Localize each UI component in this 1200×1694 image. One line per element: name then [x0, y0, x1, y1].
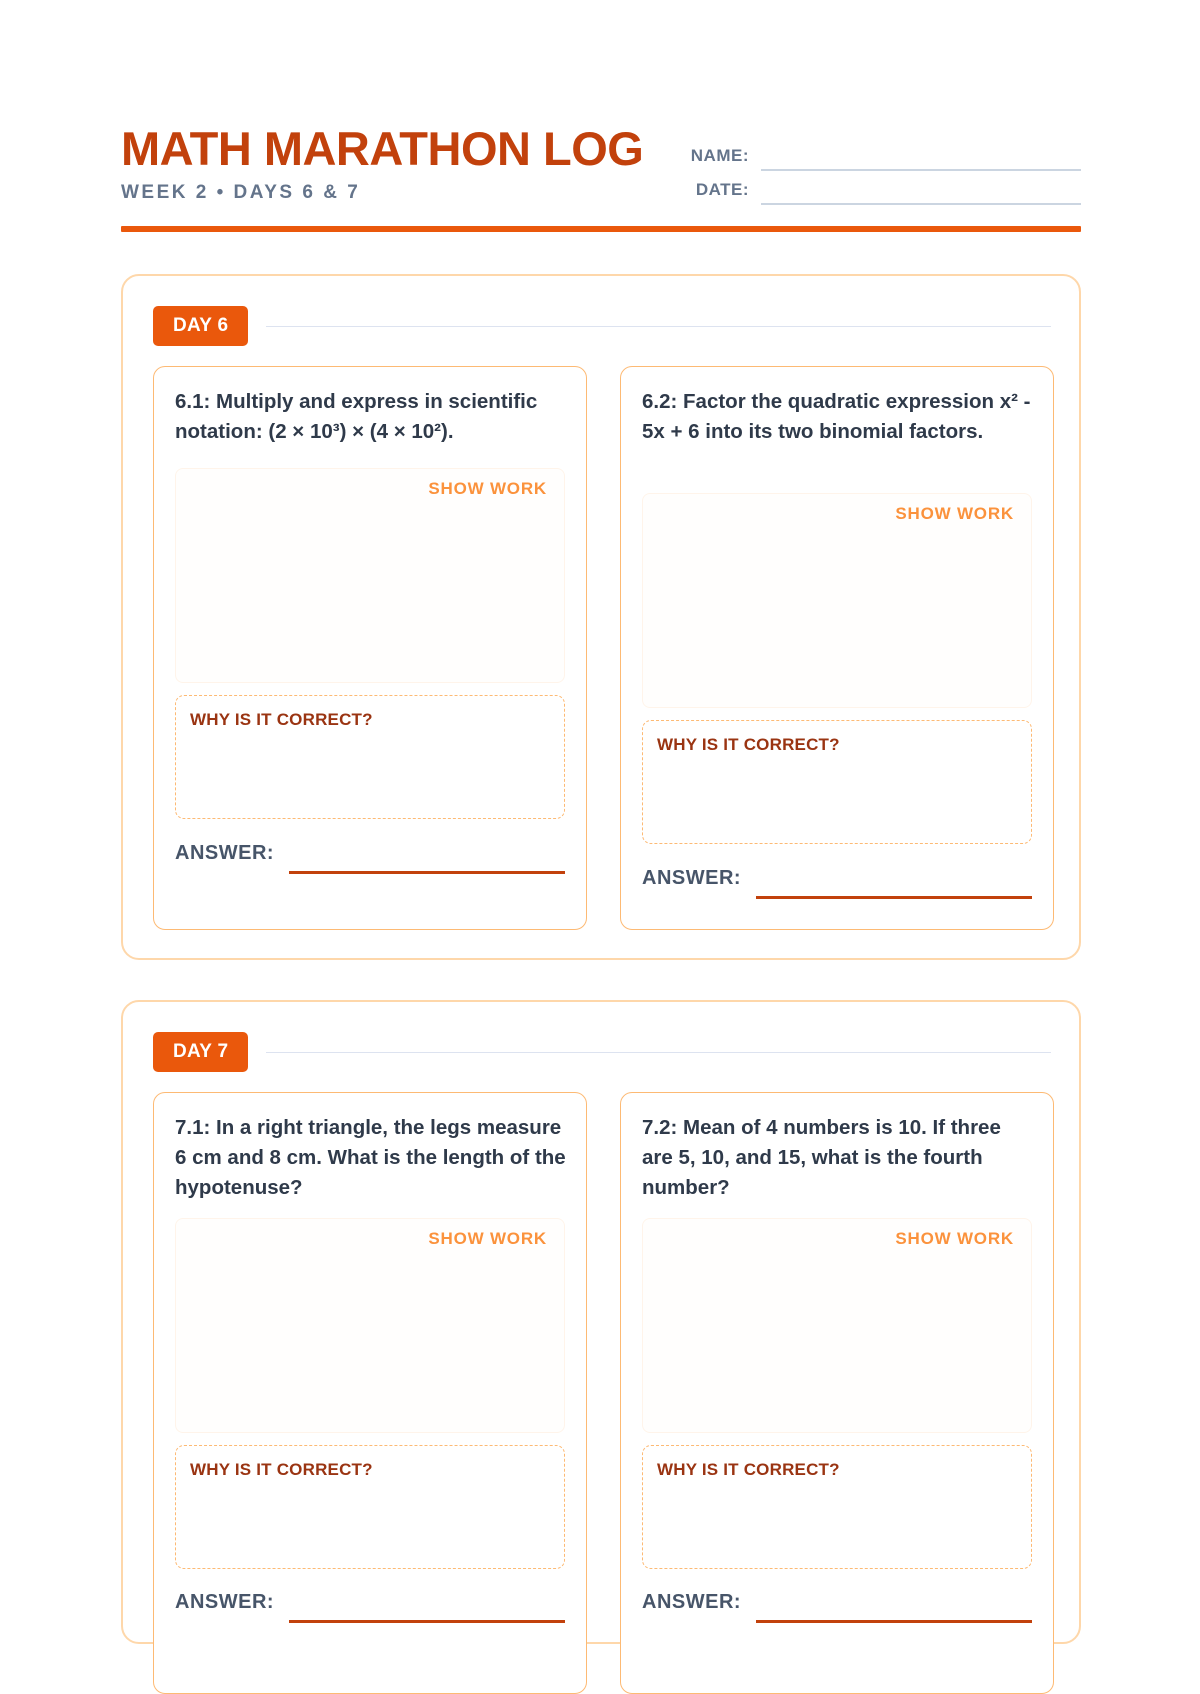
- problem-question: 7.2: Mean of 4 numbers is 10. If three are 5, 10, and 15, what is the fourth number?: [642, 1116, 1001, 1199]
- problem-card-7-2: [620, 1092, 1054, 1694]
- why-correct-label: WHY IS IT CORRECT?: [657, 1460, 840, 1479]
- answer-line[interactable]: [289, 871, 565, 874]
- show-work-box[interactable]: [175, 1218, 565, 1433]
- page-title: MATH MARATHON LOG: [121, 122, 644, 175]
- name-label: NAME:: [690, 146, 749, 165]
- answer-line[interactable]: [756, 1620, 1032, 1623]
- why-correct-box[interactable]: [642, 720, 1032, 844]
- day-divider: [266, 1052, 1051, 1053]
- day-section-6: [121, 274, 1081, 960]
- problem-question: 6.1: Multiply and express in scientific notation: (2 × 10³) × (4 × 10²).: [175, 390, 538, 443]
- show-work-box[interactable]: [642, 493, 1032, 708]
- why-correct-box[interactable]: [175, 695, 565, 819]
- day-badge: DAY 6: [153, 306, 248, 346]
- answer-label: ANSWER:: [642, 1591, 742, 1613]
- day-badge: DAY 7: [153, 1032, 248, 1072]
- show-work-label: SHOW WORK: [428, 479, 547, 498]
- show-work-label: SHOW WORK: [895, 1229, 1014, 1248]
- date-line[interactable]: [761, 203, 1081, 205]
- day-divider: [266, 326, 1051, 327]
- header-divider: [121, 226, 1081, 232]
- name-field[interactable]: [683, 142, 1081, 172]
- why-correct-box[interactable]: [175, 1445, 565, 1569]
- worksheet-header: [121, 122, 1081, 234]
- answer-label: ANSWER:: [175, 842, 275, 864]
- answer-label: ANSWER:: [642, 867, 742, 889]
- page-subtitle: WEEK 2 • DAYS 6 & 7: [121, 182, 361, 203]
- date-field[interactable]: [683, 176, 1081, 206]
- why-correct-label: WHY IS IT CORRECT?: [190, 710, 373, 729]
- day-section-7: [121, 1000, 1081, 1644]
- problem-question: 6.2: Factor the quadratic expression x² - 5x + 6 into its two binomial factors.: [642, 390, 1031, 443]
- show-work-box[interactable]: [175, 468, 565, 683]
- problem-question: 7.1: In a right triangle, the legs measure 6 cm and 8 cm. What is the length of the hypotenuse?: [175, 1116, 566, 1199]
- show-work-box[interactable]: [642, 1218, 1032, 1433]
- problem-card-7-1: [153, 1092, 587, 1694]
- answer-line[interactable]: [756, 896, 1032, 899]
- show-work-label: SHOW WORK: [428, 1229, 547, 1248]
- date-label: DATE:: [695, 180, 749, 199]
- why-correct-label: WHY IS IT CORRECT?: [190, 1460, 373, 1479]
- problem-card-6-1: [153, 366, 587, 930]
- why-correct-label: WHY IS IT CORRECT?: [657, 735, 840, 754]
- problem-card-6-2: [620, 366, 1054, 930]
- answer-label: ANSWER:: [175, 1591, 275, 1613]
- answer-line[interactable]: [289, 1620, 565, 1623]
- why-correct-box[interactable]: [642, 1445, 1032, 1569]
- show-work-label: SHOW WORK: [895, 504, 1014, 523]
- name-line[interactable]: [761, 169, 1081, 171]
